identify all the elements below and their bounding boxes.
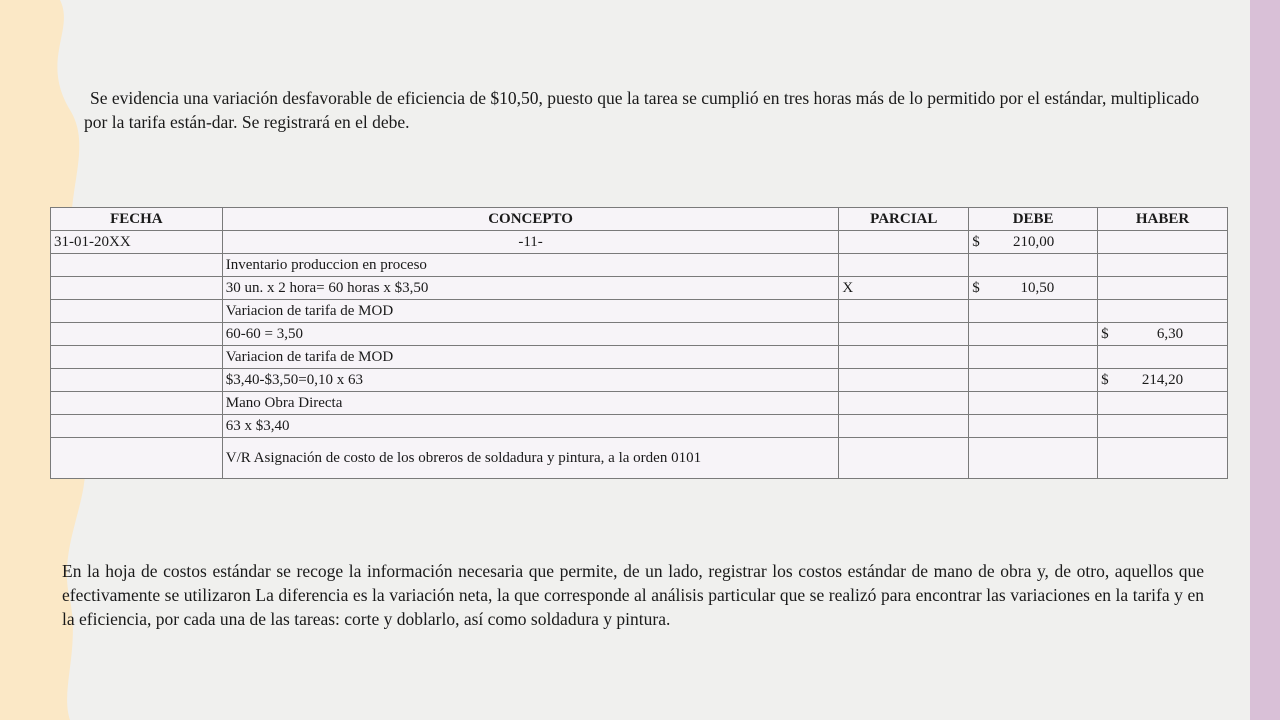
journal-entry-table: [50, 207, 1228, 479]
cell-concepto: 30 un. x 2 hora= 60 horas x $3,50: [222, 277, 839, 300]
cell-parcial: [839, 369, 969, 392]
haber-amount: 214,20: [1141, 371, 1184, 388]
cell-fecha: [51, 254, 223, 277]
cell-haber: [1098, 369, 1228, 392]
cell-concepto: 60-60 = 3,50: [222, 323, 839, 346]
cell-debe: [969, 415, 1098, 438]
cell-concepto: V/R Asignación de costo de los obreros de soldadura y pintura, a la orden 0101: [222, 438, 839, 479]
cell-debe: [969, 231, 1098, 254]
cell-haber: [1098, 392, 1228, 415]
cell-parcial: [839, 231, 969, 254]
table-header-row: [51, 208, 1228, 231]
cell-concepto: Inventario produccion en proceso: [222, 254, 839, 277]
cell-debe: [969, 392, 1098, 415]
cell-fecha: [51, 438, 223, 479]
table-row: [51, 415, 1228, 438]
cell-debe: [969, 369, 1098, 392]
table-row: [51, 392, 1228, 415]
cell-parcial: [839, 346, 969, 369]
header-fecha: FECHA: [51, 208, 223, 231]
cell-concepto: Variacion de tarifa de MOD: [222, 300, 839, 323]
cell-debe: [969, 323, 1098, 346]
cell-concepto: $3,40-$3,50=0,10 x 63: [222, 369, 839, 392]
header-debe: DEBE: [969, 208, 1098, 231]
cell-debe: [969, 346, 1098, 369]
cell-haber: [1098, 254, 1228, 277]
closing-paragraph: En la hoja de costos estándar se recoge la información necesaria que permite, de un lado, registrar los costos estándar de mano de obra y, de otro, aquellos que efectivamente se utilizaron La diferencia es la variación neta, la que corresponde al análisis particular que se realizó para encontrar las variaciones en la tarifa y en la eficiencia, por cada una de las tareas: corte y doblarlo, así como soldadura y pintura.: [62, 561, 1204, 629]
table-row: [51, 323, 1228, 346]
cell-fecha: [51, 369, 223, 392]
cell-parcial: X: [839, 277, 969, 300]
haber-currency-symbol: $: [1101, 325, 1109, 342]
debe-currency-symbol: $: [972, 233, 980, 250]
cell-fecha: [51, 415, 223, 438]
cell-debe: [969, 277, 1098, 300]
header-concepto: CONCEPTO: [222, 208, 839, 231]
debe-amount: 210,00: [1012, 233, 1055, 250]
cell-debe: [969, 300, 1098, 323]
table-row: [51, 369, 1228, 392]
cell-haber: [1098, 231, 1228, 254]
debe-amount: 10,50: [1020, 279, 1055, 296]
cell-parcial: [839, 300, 969, 323]
cell-haber: [1098, 415, 1228, 438]
cell-fecha: [51, 323, 223, 346]
table-row: [51, 438, 1228, 479]
header-parcial: PARCIAL: [839, 208, 969, 231]
cell-concepto: Variacion de tarifa de MOD: [222, 346, 839, 369]
cell-fecha: [51, 300, 223, 323]
cell-fecha: 31-01-20XX: [51, 231, 223, 254]
cell-haber: [1098, 323, 1228, 346]
table-row: [51, 300, 1228, 323]
table-body: [51, 231, 1228, 479]
haber-amount: 6,30: [1156, 325, 1184, 342]
cell-concepto: 63 x $3,40: [222, 415, 839, 438]
cell-parcial: [839, 438, 969, 479]
table-row: [51, 254, 1228, 277]
cell-debe: [969, 254, 1098, 277]
cell-haber: [1098, 300, 1228, 323]
cell-debe: [969, 438, 1098, 479]
cell-haber: [1098, 346, 1228, 369]
cell-parcial: [839, 254, 969, 277]
cell-fecha: [51, 392, 223, 415]
haber-currency-symbol: $: [1101, 371, 1109, 388]
cell-parcial: [839, 392, 969, 415]
table-row: [51, 346, 1228, 369]
cell-parcial: [839, 323, 969, 346]
right-accent-bar: [1250, 0, 1280, 720]
table-row: [51, 277, 1228, 300]
cell-haber: [1098, 438, 1228, 479]
cell-parcial: [839, 415, 969, 438]
intro-paragraph: Se evidencia una variación desfavorable de eficiencia de $10,50, puesto que la tarea se cumplió en tres horas más de lo permitido por el estándar, multiplicado por la tarifa están-dar. Se registrará en el debe.: [84, 88, 1200, 132]
cell-fecha: [51, 277, 223, 300]
table-row: [51, 231, 1228, 254]
cell-fecha: [51, 346, 223, 369]
cell-concepto: Mano Obra Directa: [222, 392, 839, 415]
debe-currency-symbol: $: [972, 279, 980, 296]
header-haber: HABER: [1098, 208, 1228, 231]
cell-haber: [1098, 277, 1228, 300]
cell-concepto: -11-: [222, 231, 839, 254]
